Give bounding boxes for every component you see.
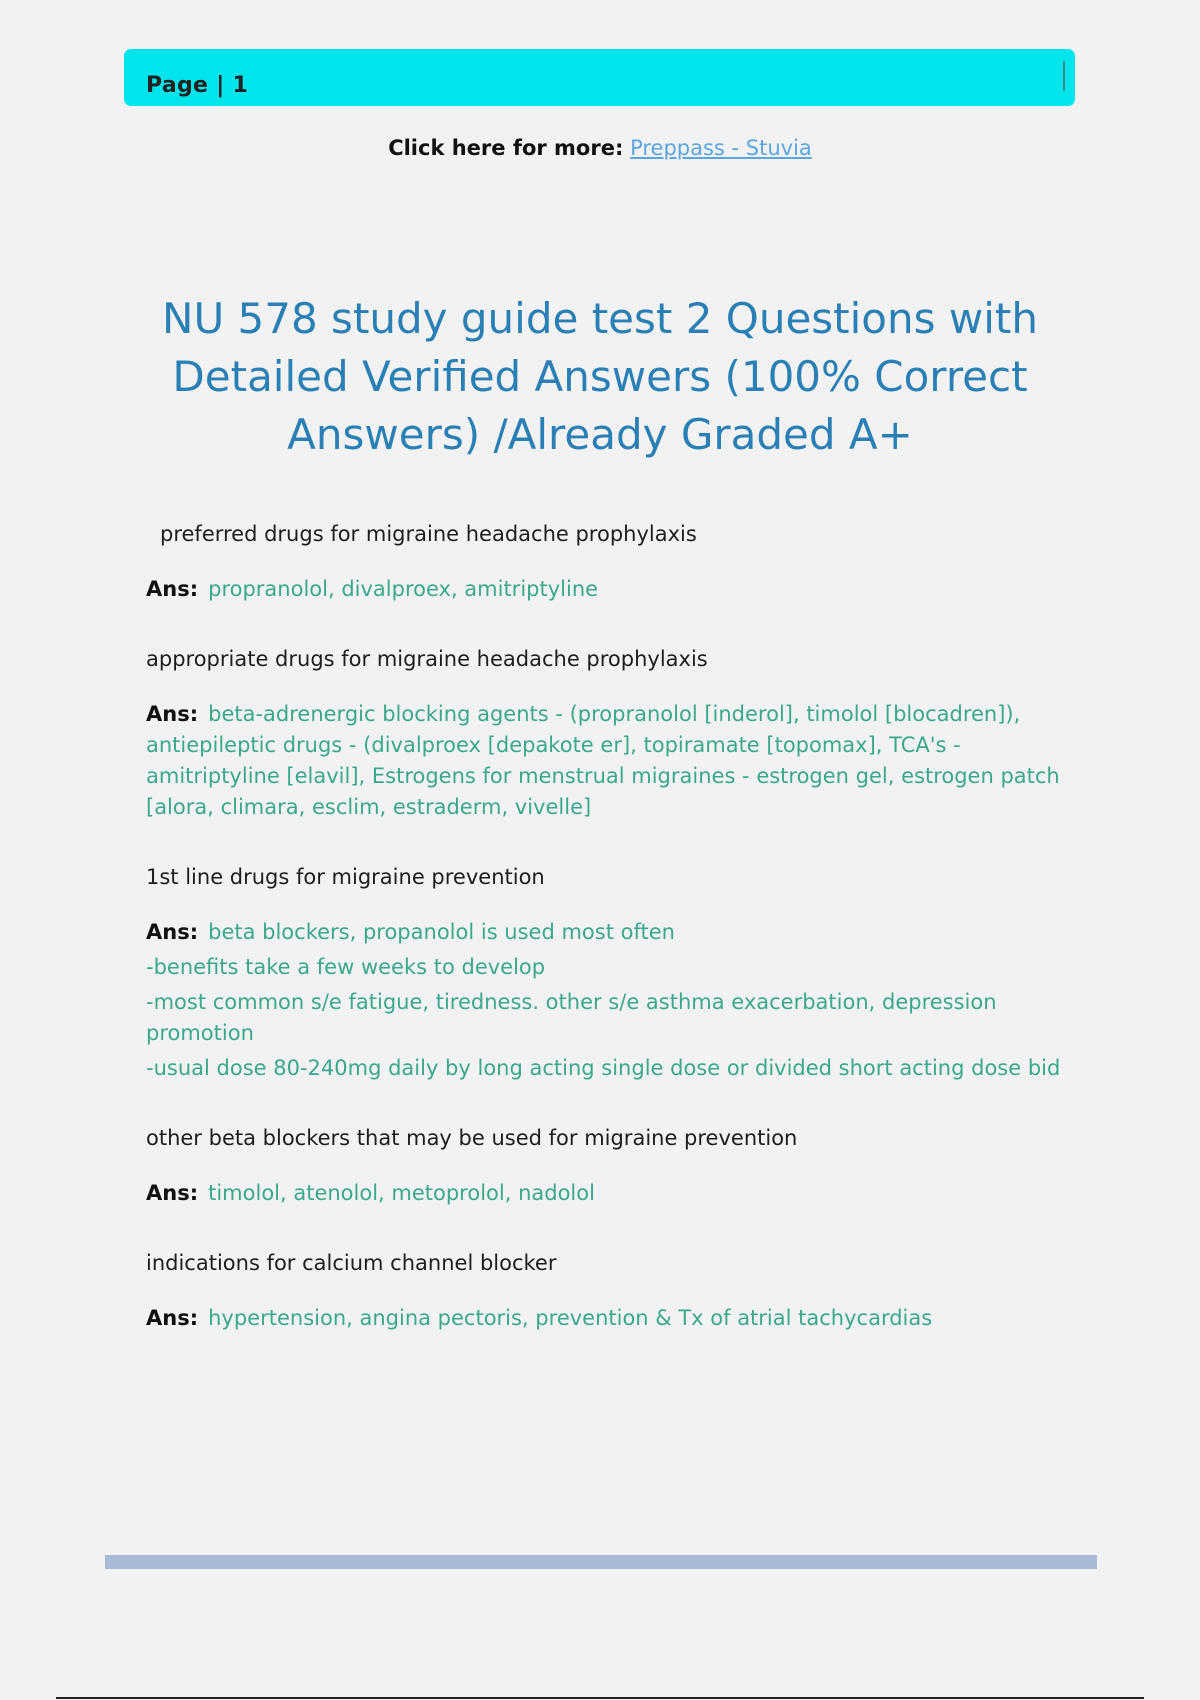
- question-text: other beta blockers that may be used for migraine prevention: [146, 1126, 798, 1150]
- qa-item: [146, 520, 1066, 605]
- answer-line: propranolol, divalproex, amitriptyline: [208, 577, 599, 601]
- footer-divider: [105, 1555, 1097, 1569]
- ans-label: Ans:: [146, 577, 199, 601]
- answer-line: timolol, atenolol, metoprolol, nadolol: [208, 1181, 595, 1205]
- ans-label: Ans:: [146, 1181, 199, 1205]
- more-link-line: [0, 136, 1200, 160]
- question-text: indications for calcium channel blocker: [146, 1251, 557, 1275]
- question-text: preferred drugs for migraine headache prophylaxis: [160, 522, 697, 546]
- ans-label: Ans:: [146, 920, 199, 944]
- page-bottom-line: [56, 1697, 1144, 1699]
- answer-text: [146, 1178, 1066, 1209]
- more-label: Click here for more:: [388, 136, 624, 160]
- page-header-bar: [124, 49, 1075, 106]
- question-text: 1st line drugs for migraine prevention: [146, 865, 545, 889]
- header-divider: [1063, 61, 1065, 91]
- qa-item: [146, 1124, 1066, 1209]
- ans-label: Ans:: [146, 702, 199, 726]
- preppass-stuvia-link[interactable]: Preppass - Stuvia: [630, 136, 812, 160]
- answer-line: hypertension, angina pectoris, prevention & Tx of atrial tachycardias: [208, 1306, 933, 1330]
- answer-line: beta-adrenergic blocking agents - (propranolol [inderol], timolol [blocadren]), antiepileptic drugs - (divalproex [depakote er], topiramate [topomax], TCA's - amitriptyline [elavil], Estrogens for menstrual migraines - estrogen gel, estrogen patch [alora, climara, esclim, estraderm, vivelle]: [146, 702, 1060, 819]
- answer-line: -benefits take a few weeks to develop: [146, 955, 546, 979]
- qa-item: [146, 863, 1066, 1084]
- qa-list: [146, 520, 1066, 1374]
- answer-line: -most common s/e fatigue, tiredness. other s/e asthma exacerbation, depression promotion: [146, 990, 997, 1045]
- answer-line: -usual dose 80-240mg daily by long acting single dose or divided short acting dose bid: [146, 1056, 1061, 1080]
- document-title: NU 578 study guide test 2 Questions with Detailed Verified Answers (100% Correct Answers) /Already Graded A+: [162, 294, 1038, 459]
- ans-label: Ans:: [146, 1306, 199, 1330]
- qa-item: [146, 1249, 1066, 1334]
- answer-text: [146, 1303, 1066, 1334]
- qa-item: [146, 645, 1066, 823]
- question-text: appropriate drugs for migraine headache prophylaxis: [146, 647, 708, 671]
- answer-line: beta blockers, propanolol is used most often: [208, 920, 675, 944]
- answer-text: [146, 917, 1066, 1084]
- answer-text: [146, 574, 1066, 605]
- answer-text: [146, 699, 1066, 823]
- page-number-label: Page | 1: [146, 73, 249, 98]
